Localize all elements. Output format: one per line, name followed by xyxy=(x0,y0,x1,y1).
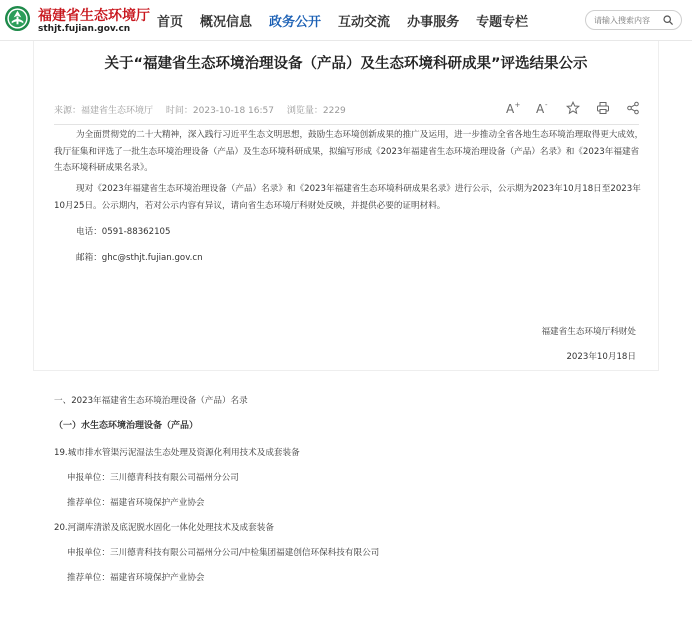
search-icon[interactable] xyxy=(663,15,673,25)
print-icon[interactable] xyxy=(596,101,610,115)
article-meta xyxy=(54,103,356,116)
article-title: 关于“福建省生态环境治理设备（产品）及生态环境科研成果”评选结果公示 xyxy=(104,56,588,72)
svg-text:+: + xyxy=(514,101,520,109)
article-views: 浏览量：2229 xyxy=(286,106,346,116)
site-domain: sthjt.fujian.gov.cn xyxy=(38,24,131,34)
contact-email: 邮箱：ghc@sthjt.fujian.gov.cn xyxy=(76,253,203,263)
list-item-title: 20.河湖库清淤及底泥脱水固化一体化处理技术及成套装备 xyxy=(54,523,274,533)
search-box xyxy=(585,10,682,30)
article-paragraph-2: 现对《2023年福建省生态环境治理设备（产品）名录》和《2023年福建省生态环境科研成果名录》进行公示，公示期为2023年10月18日至2023年10月25日。公示期内，若对公示内容有异议，请向省生态环境厅科财处反映，并提供必要的证明材料。 xyxy=(54,184,641,211)
font-decrease-icon[interactable] xyxy=(536,101,550,115)
meta-divider xyxy=(54,124,639,125)
list-item-recommender: 推荐单位：福建省环境保护产业协会 xyxy=(67,573,205,583)
search-input[interactable] xyxy=(594,14,660,27)
svg-text:A: A xyxy=(506,102,515,115)
signature-date: 2023年10月18日 xyxy=(566,352,636,362)
nav-interaction[interactable]: 互动交流 xyxy=(338,15,391,30)
list-heading: 一、2023年福建省生态环境治理设备（产品）名录 xyxy=(54,396,248,406)
list-item-recommender: 推荐单位：福建省环境保护产业协会 xyxy=(67,498,205,508)
share-icon[interactable] xyxy=(626,101,640,115)
main-nav xyxy=(157,11,545,30)
nav-topics[interactable]: 专题专栏 xyxy=(476,15,529,30)
article-paragraph-1: 为全面贯彻党的二十大精神，深入践行习近平生态文明思想，鼓励生态环境创新成果的推广及运用，进一步推动全省各地生态环境治理取得更大成效，我厅征集和评选了一批生态环境治理设备（产品）及生态环境科研成果，拟编写形成《2023年福建省生态环境治理设备（产品）名录》和《2023年福建省生态环境科研成果名录》。 xyxy=(54,130,644,173)
nav-services[interactable]: 办事服务 xyxy=(407,15,460,30)
list-item-applicant: 申报单位：三川德青科技有限公司福州分公司/中检集团福建创信环保科技有限公司 xyxy=(67,548,380,558)
font-increase-icon[interactable] xyxy=(506,101,520,115)
favorite-star-icon[interactable] xyxy=(566,101,580,115)
contact-phone: 电话：0591-88362105 xyxy=(76,227,171,237)
nav-overview[interactable]: 概况信息 xyxy=(200,15,253,30)
site-header xyxy=(0,0,692,40)
list-item-applicant: 申报单位：三川德青科技有限公司福州分公司 xyxy=(67,473,239,483)
article-source: 来源：福建省生态环境厅 xyxy=(54,106,154,116)
article-tools xyxy=(506,101,640,115)
signature-org: 福建省生态环境厅科财处 xyxy=(541,327,636,337)
svg-text:-: - xyxy=(545,101,548,109)
list-category: （一）水生态环境治理设备（产品） xyxy=(54,421,199,431)
list-item-title: 19.城市排水管渠污泥湿法生态处理及资源化利用技术及成套装备 xyxy=(54,448,300,458)
article-time: 时间：2023-10-18 16:57 xyxy=(165,106,274,116)
site-name[interactable]: 福建省生态环境厅 xyxy=(38,8,150,24)
emblem-logo-icon[interactable] xyxy=(4,5,31,32)
svg-text:A: A xyxy=(536,102,545,115)
nav-government-affairs[interactable]: 政务公开 xyxy=(269,15,322,30)
nav-home[interactable]: 首页 xyxy=(157,15,184,30)
